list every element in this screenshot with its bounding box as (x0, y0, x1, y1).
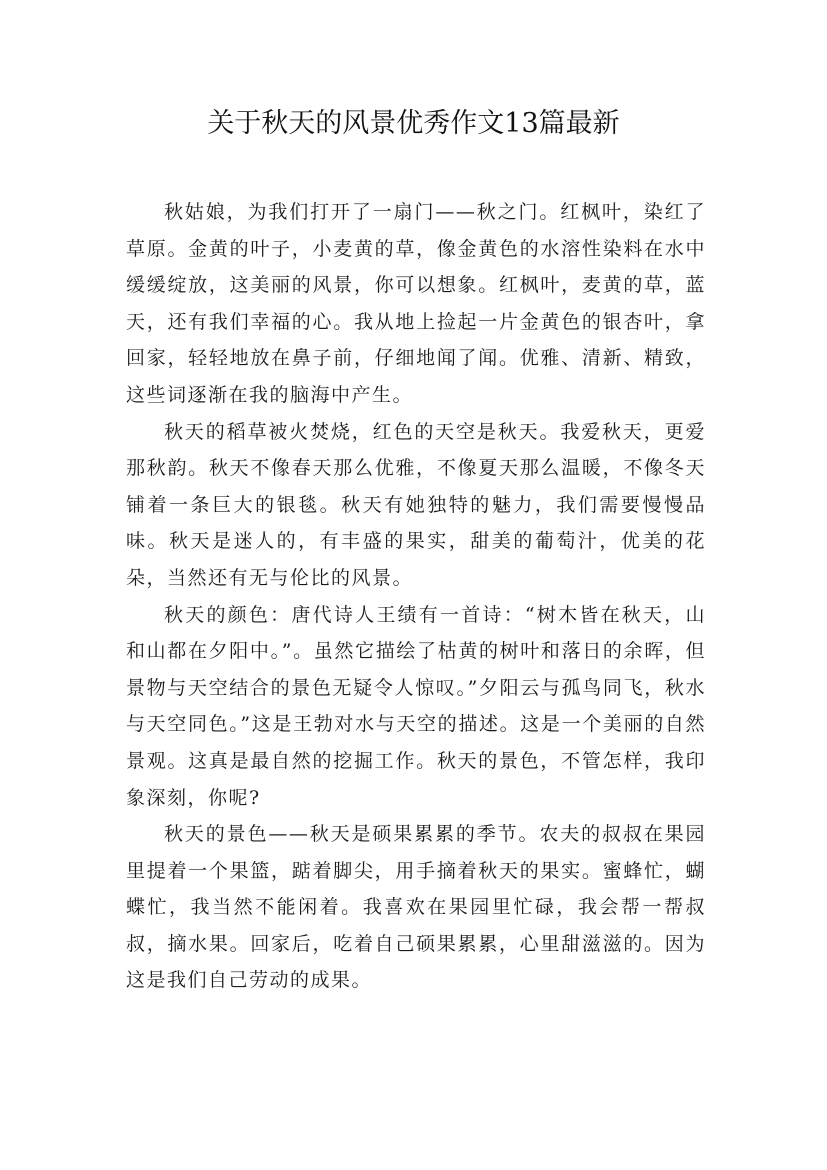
article-body (126, 194, 706, 999)
paragraph-1: 秋姑娘，为我们打开了一扇门——秋之门。红枫叶，染红了草原。金黄的叶子，小麦黄的草，像金黄色的水溶性染料在水中缓缓绽放，这美丽的风景，你可以想象。红枫叶，麦黄的草，蓝天，还有我们幸福的心。我从地上捡起一片金黄色的银杏叶，拿回家，轻轻地放在鼻子前，仔细地闻了闻。优雅、清新、精致，这些词逐渐在我的脑海中产生。 (126, 201, 706, 406)
page-title: 关于秋天的风景优秀作文13篇最新 (207, 108, 620, 139)
paragraph-3: 秋天的颜色：唐代诗人王绩有一首诗：“树木皆在秋天，山和山都在夕阳中。”。虽然它描绘了枯黄的树叶和落日的余晖，但景物与天空结合的景色无疑令人惊叹。”夕阳云与孤鸟同飞，秋水与天空同色。”这是王勃对水与天空的描述。这是一个美丽的自然景观。这真是最自然的挖掘工作。秋天的景色，不管怎样，我印象深刻，你呢? (126, 603, 706, 809)
paragraph-2: 秋天的稻草被火焚烧，红色的天空是秋天。我爱秋天，更爱那秋韵。秋天不像春天那么优雅，不像夏天那么温暖，不像冬天铺着一条巨大的银毯。秋天有她独特的魅力，我们需要慢慢品味。秋天是迷人的，有丰盛的果实，甜美的葡萄汁，优美的花朵，当然还有无与伦比的风景。 (126, 420, 706, 589)
paragraph-4: 秋天的景色——秋天是硕果累累的季节。农夫的叔叔在果园里提着一个果篮，踮着脚尖，用手摘着秋天的果实。蜜蜂忙，蝴蝶忙，我当然不能闲着。我喜欢在果园里忙碌，我会帮一帮叔叔，摘水果。回家后，吃着自己硕果累累，心里甜滋滋的。因为这是我们自己劳动的成果。 (126, 823, 706, 992)
